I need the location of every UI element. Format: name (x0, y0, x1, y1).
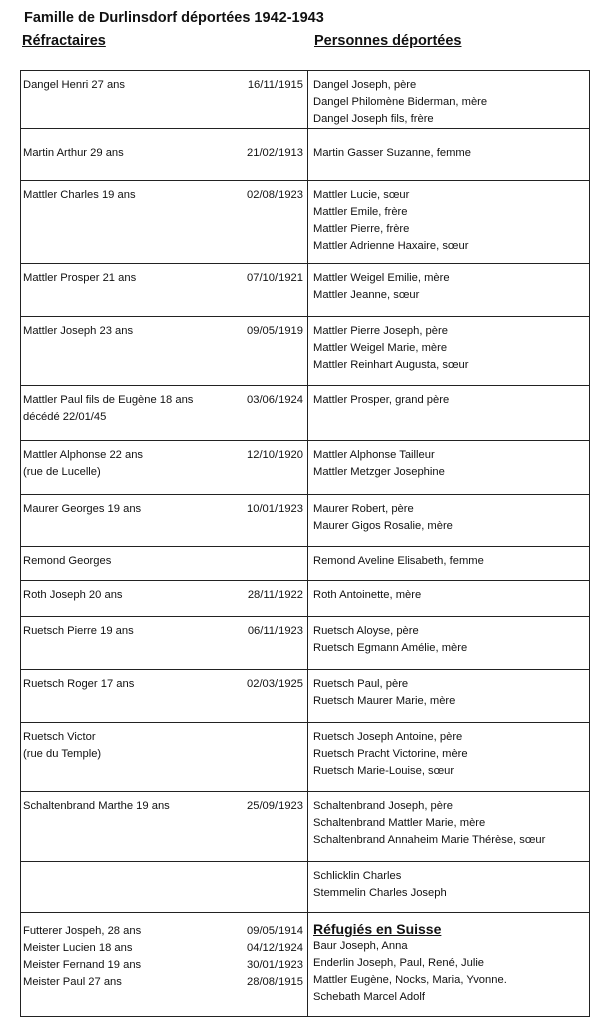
table-row (20, 495, 590, 547)
refractaire-name: Mattler Prosper 21 ans (23, 272, 137, 284)
birth-date: 09/05/1919 (247, 325, 303, 337)
refractaire-name: Roth Joseph 20 ans (23, 589, 123, 601)
deportee-entry: Mattler Adrienne Haxaire, sœur (313, 240, 469, 252)
deportee-cell (313, 77, 588, 128)
birth-date: 10/01/1923 (247, 503, 303, 515)
deportee-entry: Maurer Gigos Rosalie, mère (313, 520, 453, 532)
deportee-entry: Dangel Joseph, père (313, 79, 417, 91)
birth-date: 28/11/1922 (247, 589, 303, 601)
birth-date: 03/06/1924 (247, 394, 303, 406)
deportee-entry: Mattler Lucie, sœur (313, 189, 410, 201)
deportee-entry: Ruetsch Egmann Amélie, mère (313, 642, 468, 654)
table-row (20, 386, 590, 441)
document-title: Famille de Durlinsdorf déportées 1942-1943 (24, 10, 324, 26)
refractaire-name: Remond Georges (23, 555, 112, 567)
table-row (20, 581, 590, 617)
table-row (20, 71, 590, 129)
refractaire-name: Futterer Jospeh, 28 ans (23, 925, 142, 937)
deportee-cell (313, 392, 588, 409)
birth-date: 02/08/1923 (247, 189, 303, 201)
table-row (20, 862, 590, 913)
deportee-cell (313, 501, 588, 535)
refractaire-cell (23, 447, 305, 481)
refractaire-cell (23, 187, 305, 204)
deportee-cell (313, 270, 588, 304)
refugies-en-suisse-heading: Réfugiés en Suisse (313, 921, 442, 937)
refractaire-name: Ruetsch Roger 17 ans (23, 678, 135, 690)
deportee-cell (313, 187, 588, 255)
deportee-entry: Schaltenbrand Annaheim Marie Thérèse, sœur (313, 834, 546, 846)
deportee-cell (313, 323, 588, 374)
table-row (20, 792, 590, 862)
deportee-entry: Mattler Weigel Marie, mère (313, 342, 448, 354)
column-header-personnes-deportees: Personnes déportées (314, 33, 462, 49)
refractaire-cell (23, 729, 305, 763)
deportee-entry: Mattler Emile, frère (313, 206, 408, 218)
refractaire-name: Schaltenbrand Marthe 19 ans (23, 800, 170, 812)
refractaire-cell (23, 798, 305, 815)
deportee-entry: Mattler Pierre Joseph, père (313, 325, 448, 337)
refugee-entry: Schebath Marcel Adolf (313, 991, 425, 1003)
table-row (20, 264, 590, 317)
deportee-entry: Ruetsch Aloyse, père (313, 625, 419, 637)
birth-date: 21/02/1913 (247, 147, 303, 159)
deportee-cell (313, 587, 588, 604)
table-row (20, 181, 590, 264)
deportee-cell (313, 553, 588, 570)
deportee-cell (313, 447, 588, 481)
refractaire-cell (23, 676, 305, 693)
refractaire-cell (23, 587, 305, 604)
table-row (20, 317, 590, 386)
refugee-entry: Mattler Eugène, Nocks, Maria, Yvonne. (313, 974, 507, 986)
refractaire-note: (rue de Lucelle) (23, 466, 101, 478)
refractaire-name: Meister Paul 27 ans (23, 976, 122, 988)
refractaire-name: Mattler Charles 19 ans (23, 189, 136, 201)
birth-date: 07/10/1921 (247, 272, 303, 284)
deportee-entry: Ruetsch Marie-Louise, sœur (313, 765, 455, 777)
deportee-cell (313, 868, 588, 902)
refractaire-cell (23, 923, 305, 991)
table-row (20, 129, 590, 181)
deportee-cell (313, 145, 588, 162)
birth-date: 04/12/1924 (247, 942, 303, 954)
table-row (20, 547, 590, 581)
birth-date: 02/03/1925 (247, 678, 303, 690)
table-row (20, 723, 590, 792)
table-row (20, 441, 590, 495)
refractaire-cell (23, 270, 305, 287)
refractaire-name: Mattler Joseph 23 ans (23, 325, 134, 337)
deportee-entry: Martin Gasser Suzanne, femme (313, 147, 471, 159)
refractaire-cell (23, 323, 305, 340)
deportee-cell (313, 676, 588, 710)
refractaire-cell (23, 623, 305, 640)
table-row (20, 913, 590, 1017)
deportee-entry: Schlicklin Charles (313, 870, 402, 882)
deportee-entry: Ruetsch Paul, père (313, 678, 409, 690)
table-row (20, 617, 590, 670)
table-row (20, 670, 590, 723)
birth-date: 25/09/1923 (247, 800, 303, 812)
deportee-entry: Stemmelin Charles Joseph (313, 887, 447, 899)
deportee-entry: Mattler Pierre, frère (313, 223, 410, 235)
deportee-entry: Mattler Reinhart Augusta, sœur (313, 359, 469, 371)
deportee-entry: Roth Antoinette, mère (313, 589, 422, 601)
refractaire-name: Ruetsch Pierre 19 ans (23, 625, 134, 637)
birth-date: 30/01/1923 (247, 959, 303, 971)
birth-date: 06/11/1923 (247, 625, 303, 637)
refractaire-name: Dangel Henri 27 ans (23, 79, 125, 91)
birth-date: 28/08/1915 (247, 976, 303, 988)
refractaire-cell (23, 553, 305, 570)
deportee-entry: Mattler Jeanne, sœur (313, 289, 420, 301)
deportee-entry: Mattler Metzger Josephine (313, 466, 445, 478)
refractaire-name: Mattler Alphonse 22 ans (23, 449, 144, 461)
refractaire-name: Ruetsch Victor (23, 731, 96, 743)
birth-date: 09/05/1914 (247, 925, 303, 937)
refractaire-name: Meister Lucien 18 ans (23, 942, 133, 954)
refractaire-name: Meister Fernand 19 ans (23, 959, 142, 971)
deportee-entry: Dangel Philomène Biderman, mère (313, 96, 488, 108)
deportee-entry: Ruetsch Pracht Victorine, mère (313, 748, 468, 760)
deportee-entry: Mattler Prosper, grand père (313, 394, 450, 406)
deportee-cell (313, 623, 588, 657)
deportee-entry: Ruetsch Maurer Marie, mère (313, 695, 456, 707)
refractaire-cell (23, 392, 305, 426)
deportee-entry: Mattler Alphonse Tailleur (313, 449, 435, 461)
deportee-entry: Schaltenbrand Mattler Marie, mère (313, 817, 486, 829)
refractaire-note: (rue du Temple) (23, 748, 102, 760)
birth-date: 16/11/1915 (247, 79, 303, 91)
refractaire-name: Maurer Georges 19 ans (23, 503, 142, 515)
birth-date: 12/10/1920 (247, 449, 303, 461)
deportee-entry: Mattler Weigel Emilie, mère (313, 272, 450, 284)
refractaire-name: Mattler Paul fils de Eugène 18 ans (23, 394, 194, 406)
deportee-entry: Ruetsch Joseph Antoine, père (313, 731, 463, 743)
deportee-cell (313, 729, 588, 780)
deportee-entry: Remond Aveline Elisabeth, femme (313, 555, 484, 567)
refractaire-cell (23, 77, 305, 94)
refugee-entry: Enderlin Joseph, Paul, René, Julie (313, 957, 485, 969)
deportee-entry: Maurer Robert, père (313, 503, 414, 515)
deportee-entry: Dangel Joseph fils, frère (313, 113, 434, 125)
refractaire-note: décédé 22/01/45 (23, 411, 107, 423)
deportee-cell (313, 798, 588, 849)
refractaire-cell (23, 145, 305, 162)
refugee-entry: Baur Joseph, Anna (313, 940, 408, 952)
refractaire-name: Martin Arthur 29 ans (23, 147, 124, 159)
deportee-entry: Schaltenbrand Joseph, père (313, 800, 453, 812)
deportee-cell (313, 921, 588, 1006)
column-header-refractaires: Réfractaires (22, 33, 106, 49)
deportation-table (20, 70, 590, 1017)
refractaire-cell (23, 501, 305, 518)
